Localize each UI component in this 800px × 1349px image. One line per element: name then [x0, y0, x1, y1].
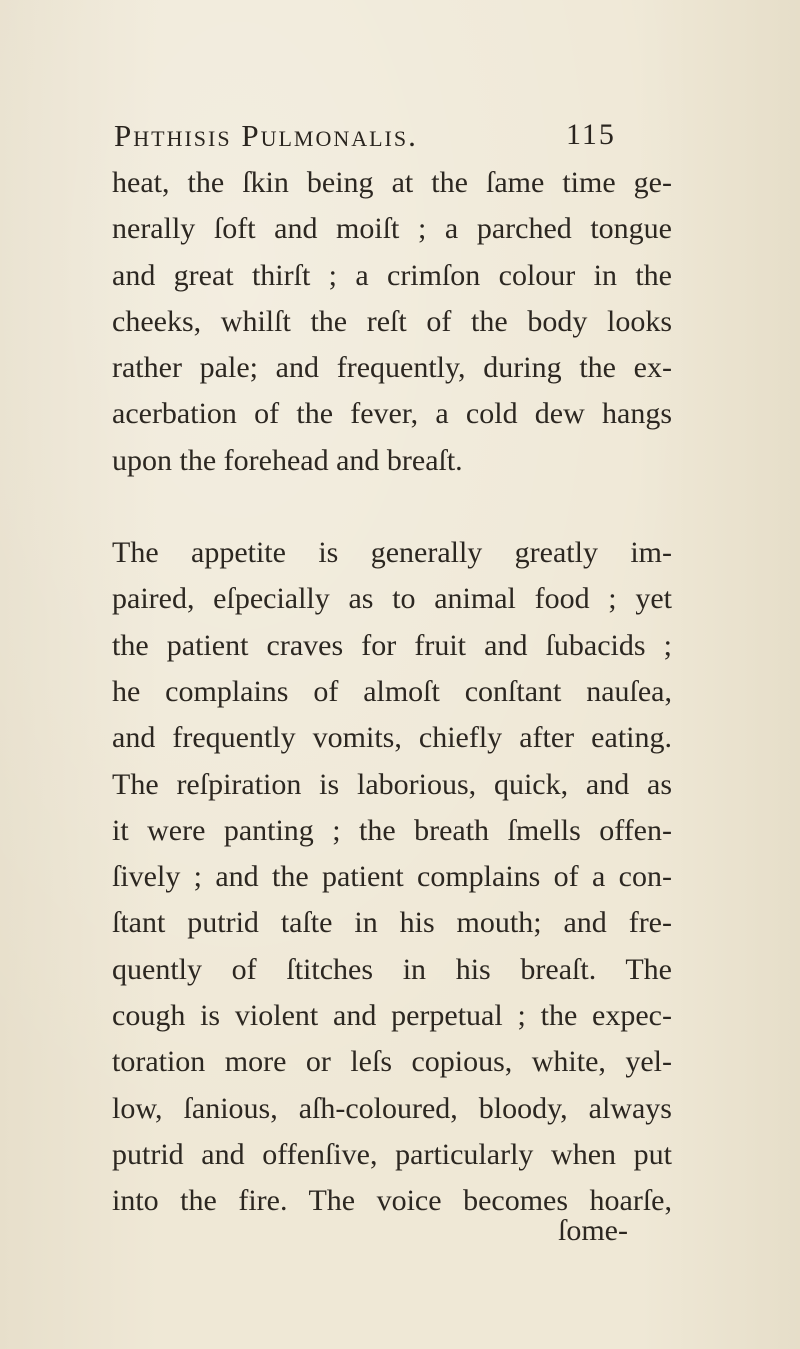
text-line: low, ſanious, aſh-coloured, bloody, always	[112, 1091, 672, 1125]
text-line: cheeks, whilſt the reſt of the body looks	[112, 304, 672, 338]
running-head	[114, 118, 674, 154]
text-line: ſtant putrid taſte in his mouth; and fre-	[112, 906, 672, 940]
catchword: ſome-	[558, 1214, 628, 1247]
text-line: he complains of almoſt conſtant nauſea,	[112, 674, 672, 708]
paragraph-break	[112, 484, 672, 530]
text-line: The reſpiration is laborious, quick, and as	[112, 767, 672, 801]
text-line: paired, eſpecially as to animal food ; yet	[112, 582, 672, 616]
text-line: putrid and offenſive, particularly when put	[112, 1137, 672, 1171]
text-line: and great thirſt ; a crimſon colour in the	[112, 258, 672, 292]
text-line: upon the forehead and breaſt.	[112, 443, 463, 477]
body-text	[112, 160, 672, 1225]
text-line: The appetite is generally greatly im-	[112, 536, 672, 570]
text-line: acerbation of the fever, a cold dew hangs	[112, 397, 672, 431]
page-number: 115	[566, 118, 616, 151]
text-line: and frequently vomits, chiefly after eating.	[112, 721, 672, 755]
text-line: into the fire. The voice becomes hoarſe,	[112, 1184, 672, 1218]
text-line: it were panting ; the breath ſmells offen-	[112, 813, 672, 847]
text-line: quently of ſtitches in his breaſt. The	[112, 952, 672, 986]
text-line: toration more or leſs copious, white, yel-	[112, 1045, 672, 1079]
running-head-title: Phthisis Pulmonalis.	[114, 118, 418, 153]
text-line: cough is violent and perpetual ; the expec-	[112, 999, 672, 1033]
text-line: nerally ſoft and moiſt ; a parched tongue	[112, 212, 672, 246]
text-line: rather pale; and frequently, during the ex-	[112, 351, 672, 385]
text-line: ſively ; and the patient complains of a con-	[112, 860, 672, 894]
text-line: heat, the ſkin being at the ſame time ge-	[112, 166, 672, 199]
text-line: the patient craves for fruit and ſubacids ;	[112, 628, 672, 662]
